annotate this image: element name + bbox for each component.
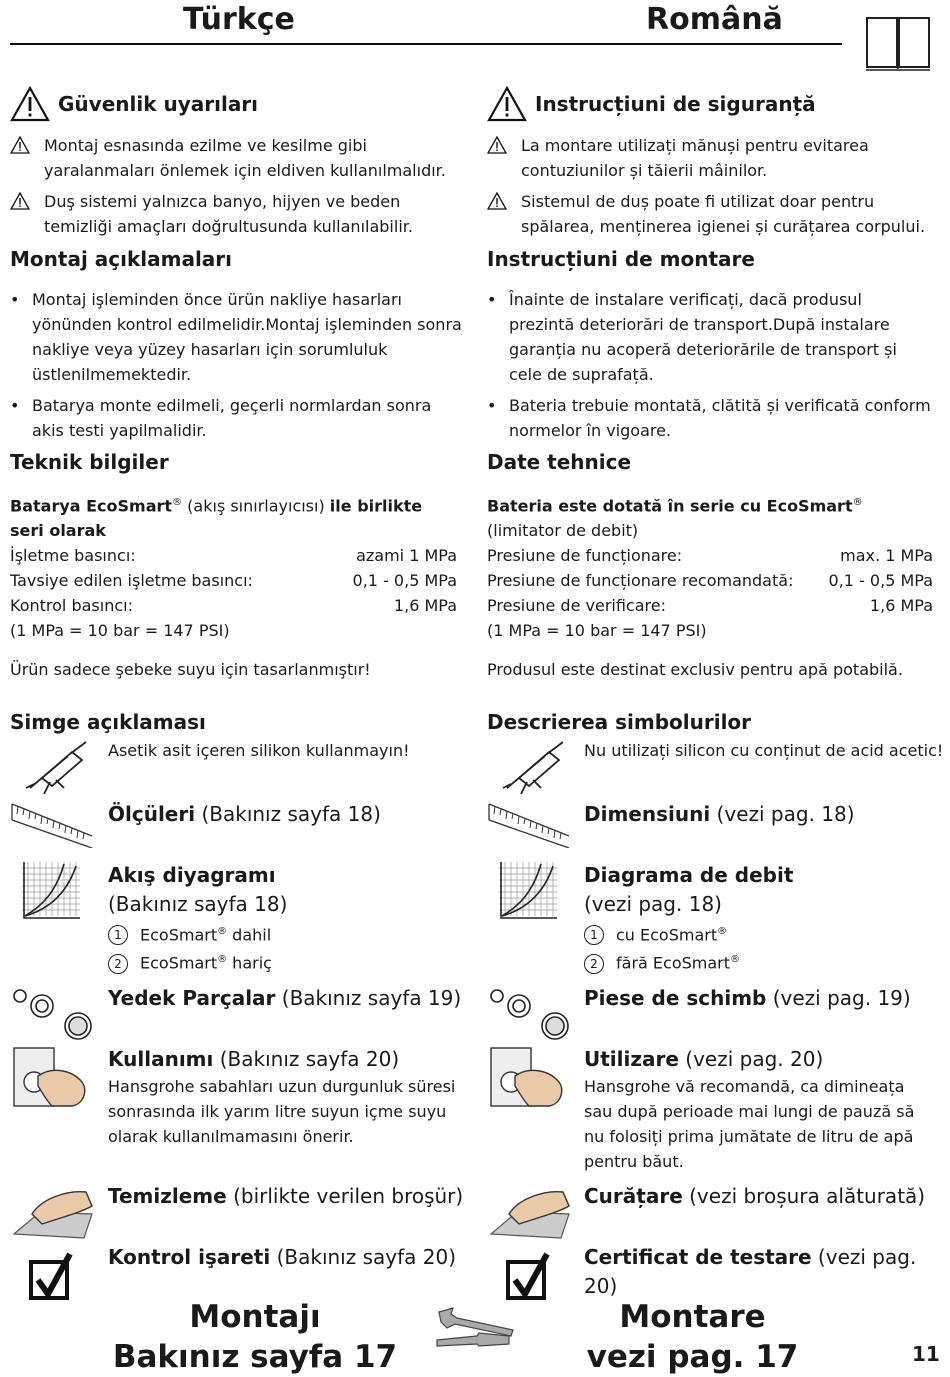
language-heading-turkish: Türkçe: [183, 2, 295, 37]
ro-sym-spare: Piese de schimb (vezi pag. 19): [584, 986, 911, 1010]
list-item: Sistemul de duș poate fi utilizat doar pentru spălarea, menținerea igienei și curățarea corpului.: [487, 189, 947, 239]
flow-diagram-icon: [22, 862, 82, 922]
warning-icon: [10, 86, 50, 122]
tr-sym-flow: Akış diyagramı (Bakınız sayfa 18) 1 EcoSmart® dahil 2 EcoSmart® hariç: [108, 863, 288, 973]
tr-tech-title: Teknik bilgiler: [10, 450, 169, 474]
ro-safety-section: [487, 86, 942, 122]
language-heading-romanian: Română: [646, 2, 783, 37]
checkmark-box-icon: [28, 1250, 76, 1302]
tr-tech-water-note: Ürün sadece şebeke suyu için tasarlanmıştır!: [10, 660, 371, 680]
warning-icon: [487, 86, 527, 122]
list-item: • Înainte de instalare verificați, dacă produsul prezintă deteriorări de transport.După instalare garanția nu acoperă deteriorările de transport și cele de suprafață.: [487, 290, 897, 384]
ro-tech-section: Bateria este dotată în serie cu EcoSmart® (limitator de debit) Presiune de funcționare: max. 1 MPa Presiune de funcționare recomandată: 0,1 - 0,5 MPa Presiune de verificare: 1,6 MPa (1 MPa = 10 bar = 147 PSI) Produsul este destinat exclusiv pentru apă potabilă.: [487, 490, 933, 682]
list-item: Duş sistemi yalnızca banyo, hijyen ve beden temizliği amaçları doğrultusunda kullanılabilir.: [10, 189, 470, 239]
circled-2-icon: 2: [584, 954, 604, 974]
tr-safety-title: Güvenlik uyarıları: [58, 92, 259, 116]
tech-row: Presiune de funcționare recomandată: 0,1 - 0,5 MPa: [487, 571, 933, 591]
ro-assembly-list: [487, 287, 932, 443]
tr-assembly-title: Montaj açıklamaları: [10, 247, 233, 271]
tools-icon: [433, 1306, 518, 1356]
tr-sym-use: Kullanımı (Bakınız sayfa 20) Hansgrohe sabahları uzun durgunluk süresi sonrasında ilk yarım litre suyun içme suyu olarak kullanılmamasını önerir.: [108, 1047, 456, 1146]
tr-tech-conversion: (1 MPa = 10 bar = 147 PSI): [10, 621, 230, 641]
ro-symbols-title: Descrierea simbolurilor: [487, 710, 752, 734]
circled-2-icon: 2: [108, 954, 128, 974]
silicone-gun-icon: [20, 738, 90, 796]
tr-tech-intro: Batarya EcoSmart® (akış sınırlayıcısı) ile birlikte seri olarak: [10, 496, 423, 541]
tr-safety-list: [10, 133, 470, 239]
ro-sym-check: Certificat de testare (vezi pag. 20): [584, 1245, 917, 1298]
ro-sym-dimensions: Dimensiuni (vezi pag. 18): [584, 802, 855, 826]
tr-sym-clean: Temizleme (birlikte verilen broşür): [108, 1184, 464, 1208]
ruler-icon: [10, 800, 95, 848]
operation-hand-icon: [12, 1046, 92, 1108]
ro-mounting-callout: Montare vezi pag. 17: [586, 1299, 799, 1375]
warning-small-icon: [10, 189, 44, 239]
list-item: • Bateria trebuie montată, clătită și verificată conform normelor în vigoare.: [487, 396, 931, 440]
ro-assembly-title: Instrucțiuni de montare: [487, 247, 755, 271]
silicone-gun-icon: [497, 738, 567, 796]
flow-diagram-icon: [499, 862, 559, 922]
ro-tech-title: Date tehnice: [487, 450, 632, 474]
tr-sym-silicone: Asetik asit içeren silikon kullanmayın!: [108, 741, 410, 760]
warning-small-icon: [10, 133, 44, 183]
tr-sym-check: Kontrol işareti (Bakınız sayfa 20): [108, 1245, 456, 1269]
warning-small-icon: [487, 133, 521, 183]
ro-safety-title: Instrucțiuni de siguranță: [535, 92, 816, 116]
ro-sym-silicone: Nu utilizați silicon cu conținut de acid acetic!: [584, 741, 944, 760]
ruler-icon: [487, 800, 572, 848]
list-item: La montare utilizați mănuși pentru evitarea contuziunilor și tăierii mâinilor.: [487, 133, 947, 183]
tr-symbols-title: Simge açıklaması: [10, 710, 206, 734]
tr-safety-section: [10, 86, 465, 122]
ro-sym-flow: Diagrama de debit (vezi pag. 18) 1 cu EcoSmart® 2 fără EcoSmart®: [584, 863, 794, 973]
checkmark-box-icon: [505, 1250, 553, 1302]
header-rule: [10, 43, 842, 45]
page-number: 11: [912, 1342, 940, 1366]
tr-sym-spare: Yedek Parçalar (Bakınız sayfa 19): [108, 986, 462, 1010]
tr-sym-dimensions: Ölçüleri (Bakınız sayfa 18): [108, 802, 381, 826]
warning-small-icon: [487, 189, 521, 239]
cleaning-hand-icon: [489, 1184, 571, 1240]
tech-row: Tavsiye edilen işletme basıncı: 0,1 - 0,5 MPa: [10, 571, 457, 591]
cleaning-hand-icon: [12, 1184, 94, 1240]
list-item: Montaj esnasında ezilme ve kesilme gibi yaralanmaları önlemek için eldiven kullanılmalıdır.: [10, 133, 470, 183]
tr-assembly-list: [10, 287, 468, 443]
ro-tech-intro: Bateria este dotată în serie cu EcoSmart®: [487, 496, 863, 516]
operation-hand-icon: [489, 1046, 569, 1108]
list-item: • Batarya monte edilmeli, geçerli normlardan sonra akis testi yapilmalidir.: [10, 396, 432, 440]
ro-sym-use: Utilizare (vezi pag. 20) Hansgrohe vă recomandă, ca dimineața sau după perioade mai lungi de pauză să nu folosiți prima jumătate de litru de apă pentru băut.: [584, 1047, 915, 1171]
spare-parts-icon: [10, 984, 100, 1044]
tech-row: İşletme basıncı: azami 1 MPa: [10, 546, 457, 566]
ro-sym-clean: Curățare (vezi broșura alăturată): [584, 1184, 926, 1208]
circled-1-icon: 1: [584, 925, 604, 945]
tr-mounting-callout: Montajı Bakınız sayfa 17: [112, 1299, 398, 1375]
tr-tech-section: [10, 490, 457, 682]
spare-parts-icon: [487, 984, 577, 1044]
open-book-icon: [864, 15, 932, 71]
tech-row: Kontrol basıncı: 1,6 MPa: [10, 596, 457, 616]
tech-row: Presiune de funcționare: max. 1 MPa: [487, 546, 933, 566]
ro-tech-water-note: Produsul este destinat exclusiv pentru apă potabilă.: [487, 660, 903, 680]
ro-safety-list: [487, 133, 947, 239]
ro-tech-conversion: (1 MPa = 10 bar = 147 PSI): [487, 621, 707, 641]
circled-1-icon: 1: [108, 925, 128, 945]
list-item: • Montaj işleminden önce ürün nakliye hasarları yönünden kontrol edilmelidir.Montaj işleminden sonra nakliye veya yüzey hasarları için sorumluluk üstlenilmemektedir.: [10, 290, 462, 384]
tech-row: Presiune de verificare: 1,6 MPa: [487, 596, 933, 616]
